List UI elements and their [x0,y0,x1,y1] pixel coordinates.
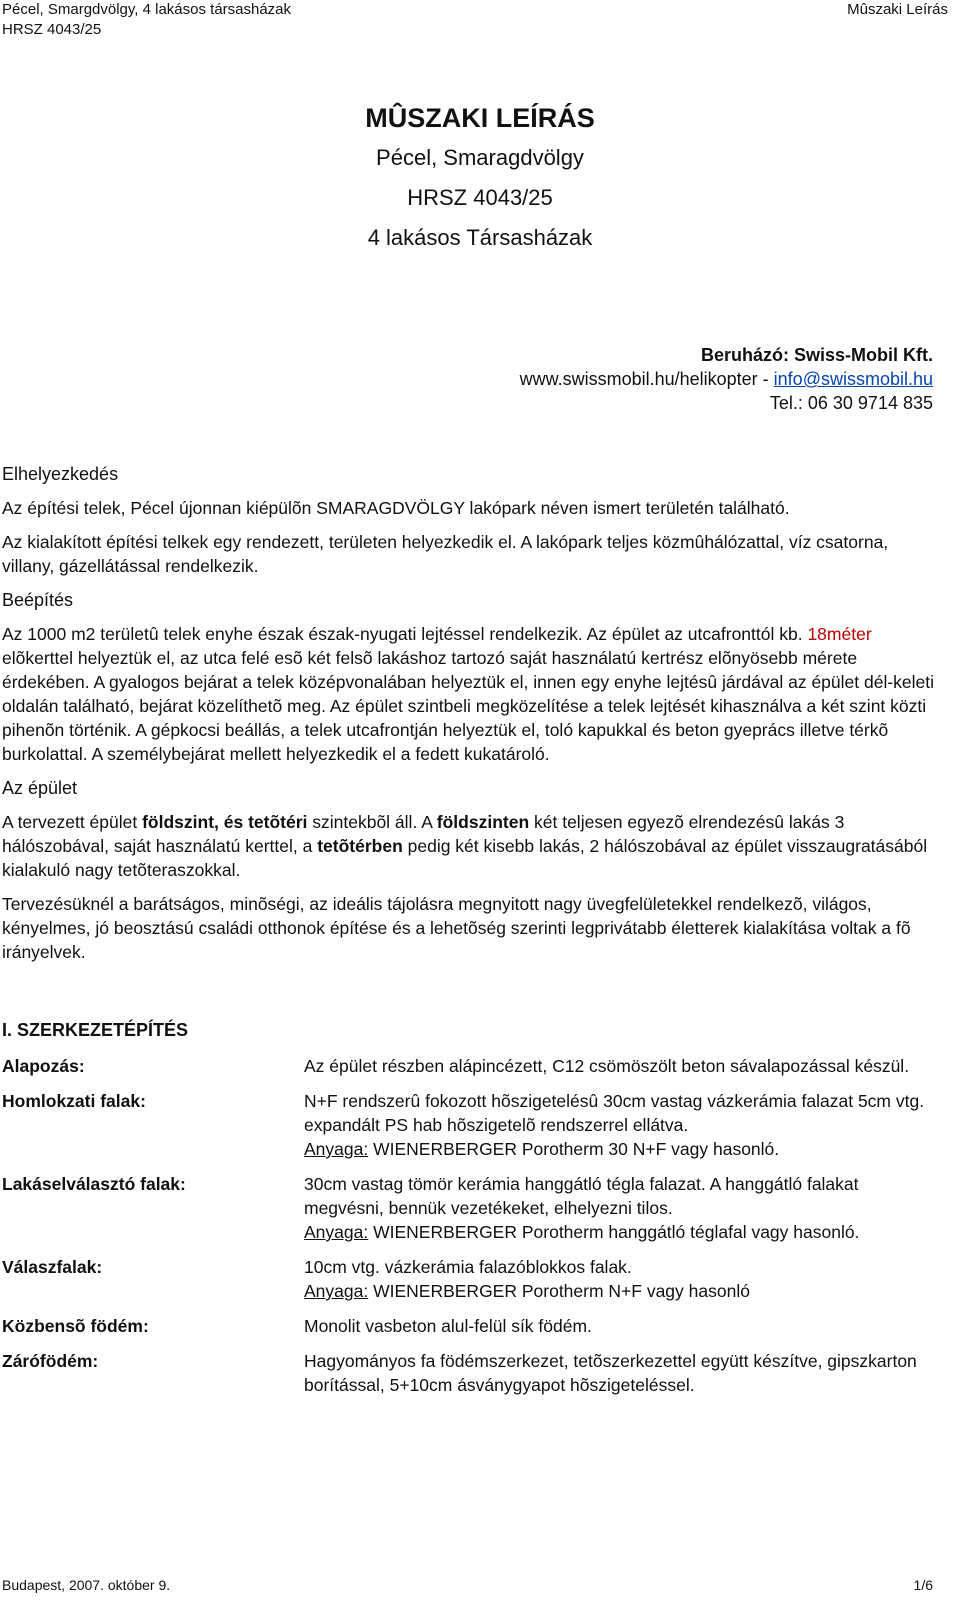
structure-row [2,1089,942,1161]
structure-row-text: N+F rendszerû fokozott hõszigetelésû 30cm vastag vázkerámia falazat 5cm vtg. expandált PS hab hõszigetelõ rendszerrel ellátva. [304,1091,925,1135]
beepites-distance-highlight: 18méter [807,624,872,644]
structure-row-label: Zárófödém: [2,1351,99,1371]
epulet-text-e: pedig két kisebb lakás, 2 hálószobával az épület visszaugratásából kialakuló nagy tetõteraszokkal. [2,836,928,880]
epulet-bold-levels: földszint, és tetõtéri [142,812,308,832]
structure-row-description [304,1314,942,1338]
structure-row-description [304,1054,942,1078]
epulet-paragraph-2: Tervezésüknél a barátságos, minõségi, az ideális tájolásra megnyitott nagy üvegfelületekkel rendelkezõ, világos, kényelmes, jó beosztású családi otthonok építése és a lehetõség szerinti legprivátabb életterek kialakítása voltak a fõ irányelvek. [2,894,911,962]
structure-row-text: Hagyományos fa födémszerkezet, tetõszerkezettel együtt készítve, gipszkarton borítással, 5+10cm ásványgyapot hõszigeteléssel. [304,1351,917,1395]
footer-page-number: 1/6 [913,1577,933,1593]
header-project-name: Pécel, Smargdvölgy, 4 lakásos társasházak [2,1,292,18]
structure-row [2,1255,942,1303]
investor-web: www.swissmobil.hu/helikopter - [519,369,774,389]
structure-row-label: Közbensõ födém: [2,1316,149,1336]
structure-row-text: 10cm vtg. vázkerámia falazóblokkos falak. [304,1257,632,1277]
page-header-left [2,0,291,40]
epulet-bold-attic: tetõtérben [317,836,403,856]
structure-row-material [304,1279,942,1303]
investor-email-link[interactable]: info@swissmobil.hu [773,369,933,389]
structure-row-description [304,1172,942,1244]
material-value: WIENERBERGER Porotherm hanggátló téglafal vagy hasonló. [368,1222,860,1242]
epulet-text-d: két teljesen egyezõ elrendezésû lakás 3 hálószobával, saját használatú kerttel, a [2,812,845,856]
elhelyezkedes-paragraph-2: Az kialakított építési telkek egy rendezett, területen helyezkedik el. A lakópark teljes közmûhálózattal, víz csatorna, villany, gázellátással rendelkezik. [2,532,889,576]
structure-row-label: Lakáselválasztó falak: [2,1174,186,1194]
heading-beepites: Beépítés [2,590,74,610]
title-location: Pécel, Smaragdvölgy [376,145,584,170]
elhelyezkedes-paragraph-1: Az építési telek, Pécel újonnan kiépülõn SMARAGDVÖLGY lakópark néven ismert területén található. [2,498,790,518]
structure-row-text: 30cm vastag tömör kerámia hanggátló tégla falazat. A hanggátló falakat megvésni, bennük vezetékeket, elhelyezni tilos. [304,1174,859,1218]
structure-row-text: Az épület részben alápincézett, C12 csömöszölt beton sávalapozással készül. [304,1056,910,1076]
material-label: Anyaga: [304,1281,369,1301]
title-hrsz: HRSZ 4043/25 [407,185,553,210]
footer-date: Budapest, 2007. október 9. [2,1577,171,1593]
structure-row-material [304,1220,942,1244]
investor-block [520,343,933,415]
investor-tel: Tel.: 06 30 9714 835 [769,393,933,413]
epulet-text-c: szintekbõl áll. A [307,812,437,832]
beepites-text-b: elõkerttel helyeztük el, az utca felé esõ két felsõ lakáshoz tartozó saját használatú kertrész elõnyösebb mérete érdekében. A gyalogos bejárat a telek középvonalában helyeztük el, innen egy enyhe lejtésû járdával az épület dél-keleti oldalán található, bejárat közelíthetõ meg. Az épület szintbeli megközelítése a telek lejtését kihasználva a két szint közti pihenõn történik. A gépkocsi beállás, a telek utcafrontján helyeztük el, toló kapukkal és beton gyeprács illetve térkõ burkolattal. A személybejárat mellett helyezkedik el a fedett kukatároló. [2,648,935,764]
structure-row-description [304,1255,942,1303]
material-label: Anyaga: [304,1139,369,1159]
investor-web-line [520,367,933,391]
title-block [0,98,960,258]
heading-elhelyezkedes: Elhelyezkedés [2,464,119,484]
document-title: MÛSZAKI LEÍRÁS [365,103,595,133]
structure-row-label: Homlokzati falak: [2,1091,146,1111]
epulet-paragraph-1 [2,810,942,882]
heading-az-epulet: Az épület [2,778,78,798]
investor-name: Beruházó: Swiss-Mobil Kft. [700,345,933,365]
beepites-text-a: Az 1000 m2 területû telek enyhe észak észak-nyugati lejtéssel rendelkezik. Az épület az utcafronttól kb. [2,624,808,644]
structure-row-label: Alapozás: [2,1056,85,1076]
document-body [2,462,942,1408]
header-hrsz: HRSZ 4043/25 [2,21,102,38]
structure-row [2,1314,942,1338]
structure-row [2,1054,942,1078]
epulet-text-a: A tervezett épület [2,812,143,832]
title-subject: 4 lakásos Társasházak [367,225,593,250]
structure-row-material [304,1137,942,1161]
epulet-bold-ground-floor: földszinten [436,812,530,832]
material-value: WIENERBERGER Porotherm N+F vagy hasonló [368,1281,750,1301]
structure-row-text: Monolit vasbeton alul-felül sík födém. [304,1316,592,1336]
beepites-paragraph [2,622,942,766]
structure-row [2,1172,942,1244]
material-value: WIENERBERGER Porotherm 30 N+F vagy hasonló. [368,1139,780,1159]
structure-row [2,1349,942,1397]
structure-row-description [304,1349,942,1397]
header-doc-type: Mûszaki Leírás [847,1,948,18]
material-label: Anyaga: [304,1222,369,1242]
structure-table [2,1054,942,1397]
structure-row-label: Válaszfalak: [2,1257,103,1277]
structure-row-description [304,1089,942,1161]
structure-section-title: I. SZERKEZETÉPÍTÉS [2,1020,189,1040]
